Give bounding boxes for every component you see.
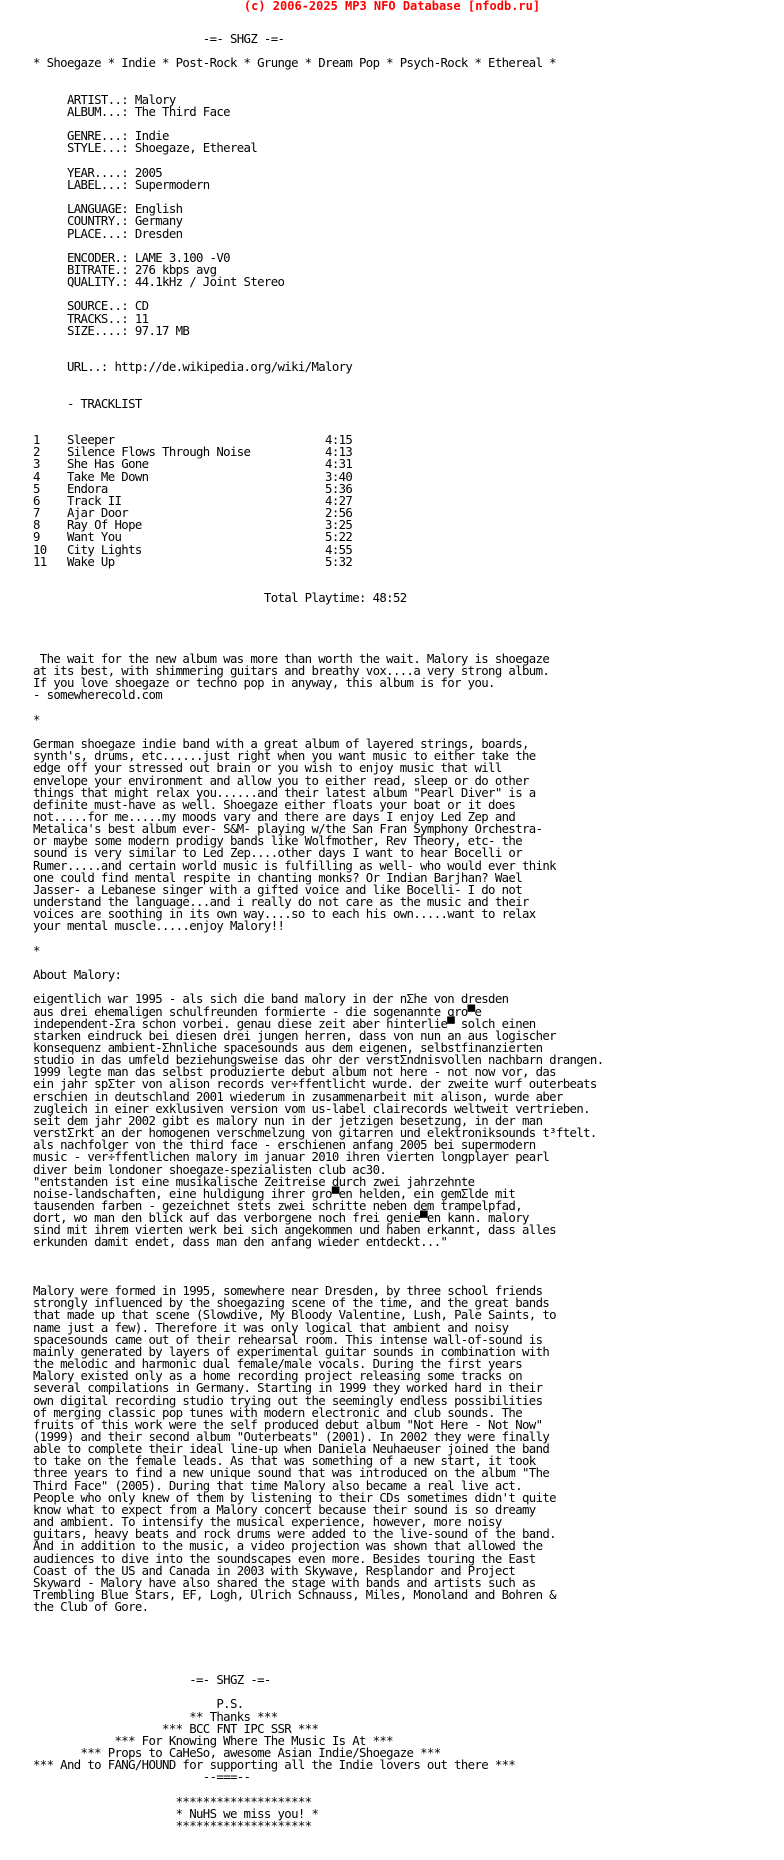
banner-prefix: (c) 2006-2025 MP3 NFO Database [ [243, 0, 476, 13]
banner-suffix: ] [532, 0, 541, 13]
nfo-text: -=- SHGZ -=- * Shoegaze * Indie * Post-Rock * Grunge * Dream Pop * Psych-Rock * Ethereal * ARTIST..: Malory ALBUM...: The Third Face GENRE...: Indie STYLE...: Shoegaze, Ethereal YEAR....: 2005 LABEL...: Supermodern LANGUAGE: English COUNTRY.: Germany PLACE...: Dresden ENCODER.: LAME 3.100 -V0 BITRATE.: 276 kbps avg QUALITY.: 44.1kHz / Joint Stereo SOURCE..: CD TRACKS..: 11 SIZE....: 97.17 MB URL..: http://de.wikipedia.org/wiki/Malory - TRACKLIST 1 Sleeper 4:15 2 Silence Flows Through Noise 4:13 3 She Has Gone 4:31 4 Take Me Down 3:40 5 Endora 5:36 6 Track II 4:27 7 Ajar Door 2:56 8 Ray Of Hope 3:25 9 Want You 5:22 10 City Lights 4:55 11 Wake Up 5:32 Total Playtime: 48:52 The wait for the new album was more than worth the wait. Malory is shoegaze at its best, with shimmering guitars and breathy vox....a very strong album. If you love shoegaze or techno pop in anyway, this album is for you. - somewherecold.com * German shoegaze indie band with a great album of layered strings, boards, synth's, drums, etc......just right when you want music to either take the edge off your stressed out brain or you wish to enjoy music that will envelope your environment and allow you to either read, sleep or do other things that might relax you......and their latest album "Pearl Diver" is a definite must-have as well. Shoegaze either floats your boat or it does not.....for me.....my moods vary and there are days I enjoy Led Zep and Metalica's best album ever- S&M- playing w/the San Fran Symphony Orchestra- or maybe some modern prodigy bands like Wolfmother, Rev Theory, etc- the sound is very similar to Led Zep....other days I want to hear Bocelli or Rumer.....and certain world music is fulfilling as well- who would ever think one could find mental respite in chanting monks? Or Indian Barjhan? Wael Jasser- a Lebanese singer with a gifted voice and like Bocelli- I do not understand the language...and i really do not care as the music and their voices are soothing in its own way....so to each his own.....want to relax your mental muscle.....enjoy Malory!! * About Malory: eigentlich war 1995 - als sich die band malory in der nΣhe von dresden aus drei ehemaligen schulfreunden formierte - die sogenannte gro▀e independent-Σra schon vorbei. genau diese zeit aber hinterlie▀ solch einen starken eindruck bei diesen drei jungen herren, dass von nun an aus logischer konsequenz ambient-Σhnliche spacesounds aus dem eigenen, selbstfinanzierten studio in das umfeld beziehungsweise das ohr der verstΣndnisvollen nachbarn drangen. 1999 legte man das selbst produzierte debut album not here - not now vor, das ein jahr spΣter von alison records ver÷ffentlicht wurde. der zweite wurf outerbeats erschien in deutschland 2001 wiederum in zusammenarbeit mit alison, wurde aber zugleich in einer exklusiven version vom us-label clairecords weltweit vertrieben. seit dem jahr 2002 gibt es malory nun in der jetzigen besetzung, in der man verstΣrkt an der homogenen verschmelzung von gitarren und elektroniksounds t³ftelt. als nachfolger von the third face - erschienen anfang 2005 bei supermodern music - ver÷ffentlichen malory im januar 2010 ihren vierten longplayer pearl diver beim londoner shoegaze-spezialisten club ac30. "entstanden ist eine musikalische Zeitreise durch zwei jahrzehnte noise-landschaften, eine huldigung ihrer gro▀en helden, ein gemΣlde mit tausenden farben - gezeichnet stets zwei schritte neben dem trampelpfad, dort, wo man den blick auf das verborgene noch frei genie▀en kann. malory sind mit ihrem vierten werk bei sich angekommen und haben erkannt, dass alles erkunden damit endet, dass man den anfang wieder entdeckt..." Malory were formed in 1995, somewhere near Dresden, by three school friends strongly influenced by the shoegazing scene of the time, and the great bands that made up that scene (Slowdive, My Bloody Valentine, Lush, Pale Saints, to name just a few). Therefore it was only logical that ambient and noisy spacesounds came out of their rehearsal room. This intense wall-of-sound is mainly generated by layers of experimental guitar sounds in combination with the melodic and harmonic dual female/male vocals. During the first years Malory existed only as a home recording project releasing some tracks on several compilations in Germany. Starting in 1999 they worked hard in their own digital recording studio trying out the seemingly endless possibilities of merging classic pop tunes with modern electronic and club sounds. The fruits of this work were the self produced debut album "Not Here - Not Now" (1999) and their second album "Outerbeats" (2001). In 2002 they were finally able to complete their ideal line-up when Daniela Neuhaeuser joined the band to take on the female leads. As that was something of a new start, it took three years to find a new unique sound that was introduced on the album "The Third Face" (2005). During that time Malory also became a real live act. People who only knew of them by listening to their CDs sometimes didn't quite know what to expect from a Malory concert because their sound is so dreamy and ambient. To intensify the musical experience, however, more noisy guitars, heavy beats and rock drums were added to the live-sound of the band. And in addition to the music, a video projection was shown that allowed the audiences to dive into the soundscapes even more. Besides touring the East Coast of the US and Canada in 2003 with Skywave, Resplandor and Project Skyward - Malory have also shared the stage with bands and artists such as Trembling Blue Stars, EF, Logh, Ulrich Schnauss, Miles, Monoland and Bohren & the Club of Gore. -=- SHGZ -=- P.S. ** Thanks *** *** BCC FNT IPC SSR *** *** For Knowing Where The Music Is At *** *** Props to CaHeSo, awesome Asian Indie/Shoegaze *** *** And to FANG/HOUND for supporting all the Indie lovers out there *** --===-- ******************** * NuHS we miss you! * ******************** [33, 32, 604, 1833]
copyright-banner [0, 0, 784, 13]
nfodb-link[interactable]: nfodb.ru [475, 0, 533, 13]
